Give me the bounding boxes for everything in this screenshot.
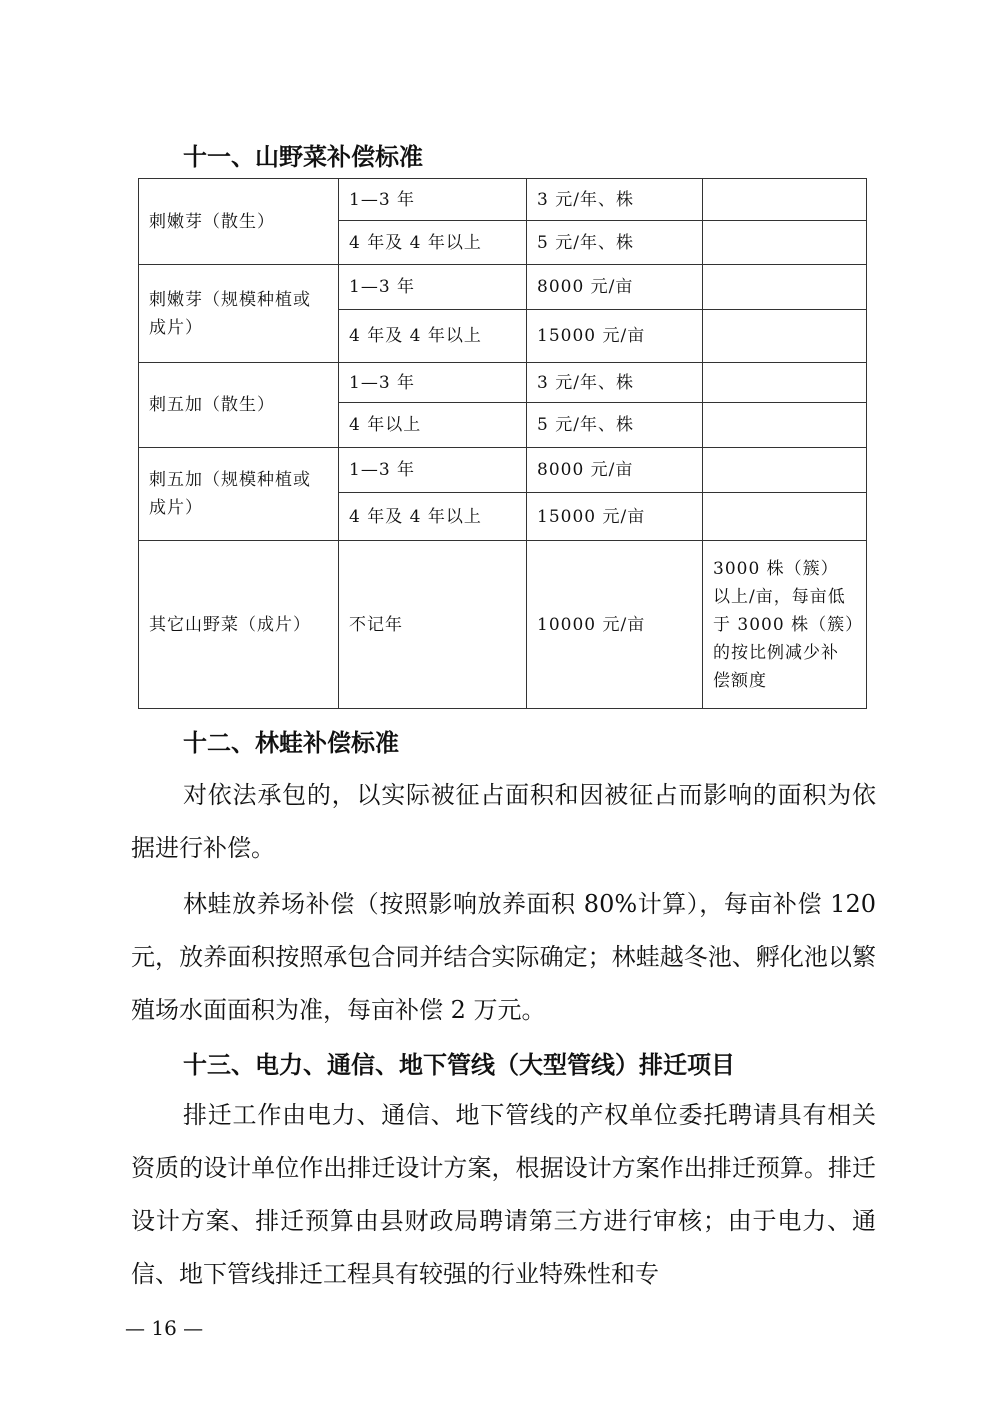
age-cell: 4 年及 4 年以上 xyxy=(339,221,527,265)
note-cell xyxy=(703,265,867,310)
table-row xyxy=(139,179,867,221)
table-row xyxy=(139,448,867,493)
age-cell: 1—3 年 xyxy=(339,179,527,221)
plant-name-cell: 刺嫩芽（散生） xyxy=(139,179,339,265)
wild-vegetable-compensation-table xyxy=(138,178,867,709)
note-cell xyxy=(703,179,867,221)
table-row xyxy=(139,363,867,403)
age-cell: 4 年及 4 年以上 xyxy=(339,493,527,541)
note-cell xyxy=(703,363,867,403)
age-cell: 4 年以上 xyxy=(339,403,527,448)
age-cell: 4 年及 4 年以上 xyxy=(339,310,527,363)
note-cell xyxy=(703,448,867,493)
rate-cell: 15000 元/亩 xyxy=(527,310,703,363)
paragraph: 林蛙放养场补偿（按照影响放养面积 80%计算），每亩补偿 120 元，放养面积按照承包合同并结合实际确定；林蛙越冬池、孵化池以繁殖场水面面积为准，每亩补偿 2 万元。 xyxy=(131,890,876,1024)
plant-name-cell: 刺嫩芽（规模种植或成片） xyxy=(139,265,339,363)
rate-cell: 5 元/年、株 xyxy=(527,221,703,265)
age-cell: 1—3 年 xyxy=(339,265,527,310)
section-12-title: 十二、林蛙补偿标准 xyxy=(183,729,399,757)
page-number: — 16 — xyxy=(125,1316,204,1340)
note-cell xyxy=(703,310,867,363)
table-row xyxy=(139,265,867,310)
rate-cell: 10000 元/亩 xyxy=(527,541,703,709)
paragraph: 对依法承包的，以实际被征占面积和因被征占而影响的面积为依据进行补偿。 xyxy=(131,781,876,862)
plant-name-cell: 刺五加（散生） xyxy=(139,363,339,448)
table-row xyxy=(139,541,867,709)
note-cell xyxy=(703,493,867,541)
age-cell: 1—3 年 xyxy=(339,448,527,493)
age-cell: 不记年 xyxy=(339,541,527,709)
note-cell: 3000 株（簇）以上/亩，每亩低于 3000 株（簇）的按比例减少补偿额度 xyxy=(703,541,867,709)
rate-cell: 5 元/年、株 xyxy=(527,403,703,448)
rate-cell: 8000 元/亩 xyxy=(527,448,703,493)
note-cell xyxy=(703,221,867,265)
rate-cell: 8000 元/亩 xyxy=(527,265,703,310)
plant-name-cell: 刺五加（规模种植或成片） xyxy=(139,448,339,541)
age-cell: 1—3 年 xyxy=(339,363,527,403)
rate-cell: 3 元/年、株 xyxy=(527,363,703,403)
paragraph: 排迁工作由电力、通信、地下管线的产权单位委托聘请具有相关资质的设计单位作出排迁设计方案，根据设计方案作出排迁预算。排迁设计方案、排迁预算由县财政局聘请第三方进行审核；由于电力、通信、地下管线排迁工程具有较强的行业特殊性和专 xyxy=(131,1101,876,1288)
rate-cell: 3 元/年、株 xyxy=(527,179,703,221)
plant-name-cell: 其它山野菜（成片） xyxy=(139,541,339,709)
section-11-title: 十一、山野菜补偿标准 xyxy=(183,143,423,171)
note-cell xyxy=(703,403,867,448)
section-13-title: 十三、电力、通信、地下管线（大型管线）排迁项目 xyxy=(183,1051,735,1079)
rate-cell: 15000 元/亩 xyxy=(527,493,703,541)
